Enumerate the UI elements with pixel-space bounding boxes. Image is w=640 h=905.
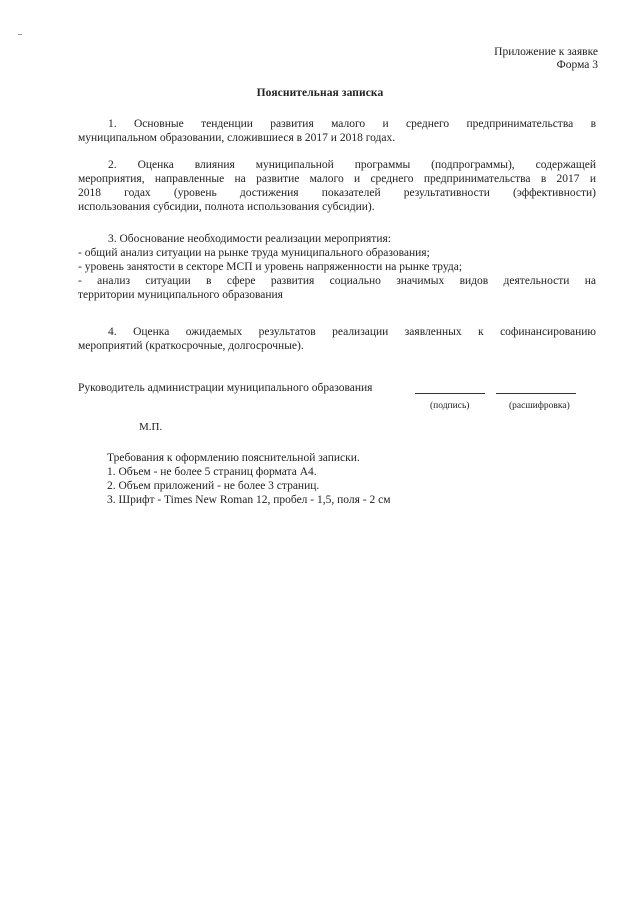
- form-number: Форма 3: [556, 59, 598, 71]
- paragraph-2: [78, 158, 596, 214]
- paragraph-line: 1. Основные тенденции развития малого и среднего предпринимательства в: [108, 118, 596, 130]
- scan-artifact: [18, 34, 22, 35]
- paragraph-4: [78, 325, 596, 353]
- paragraph-line: 2018 годах (уровень достижения показателей результативности (эффективности): [78, 187, 596, 199]
- paragraph-line: - общий анализ ситуации на рынке труда муниципального образования;: [78, 247, 430, 259]
- requirement-item: 3. Шрифт - Times New Roman 12, пробел - 1,5, поля - 2 см: [107, 494, 391, 506]
- paragraph-line: мероприятия, направленные на развитие малого и среднего предпринимательства в 2017 и: [78, 173, 596, 185]
- paragraph-line: мероприятий (краткосрочные, долгосрочные).: [78, 340, 304, 352]
- paragraph-line: 3. Обоснование необходимости реализации мероприятия:: [108, 233, 391, 245]
- paragraph-line: 4. Оценка ожидаемых результатов реализации заявленных к софинансированию: [108, 326, 596, 338]
- stamp-place: М.П.: [139, 421, 163, 433]
- paragraph-line: - уровень занятости в секторе МСП и уровень напряженности на рынке труда;: [78, 261, 463, 273]
- paragraph-line: территории муниципального образования: [78, 289, 283, 301]
- requirement-item: 2. Объем приложений - не более 3 страниц.: [107, 480, 320, 492]
- signature-line: [415, 393, 485, 394]
- requirements-heading: Требования к оформлению пояснительной записки.: [107, 452, 360, 464]
- paragraph-3: [78, 232, 596, 302]
- decoding-caption: (расшифровка): [509, 401, 570, 411]
- appendix-header: [494, 46, 598, 72]
- requirements-block: [107, 451, 567, 507]
- paragraph-line: - анализ ситуации в сфере развития социально значимых видов деятельности на: [78, 275, 596, 287]
- decoding-line: [496, 393, 576, 394]
- signature-label: Руководитель администрации муниципального образования: [78, 382, 373, 394]
- document-title: Пояснительная записка: [256, 87, 384, 99]
- paragraph-line: муниципальном образовании, сложившиеся в 2017 и 2018 годах.: [78, 132, 396, 144]
- paragraph-line: 2. Оценка влияния муниципальной программы (подпрограммы), содержащей: [108, 159, 596, 171]
- signature-caption: (подпись): [430, 401, 470, 411]
- requirement-item: 1. Объем - не более 5 страниц формата А4.: [107, 466, 317, 478]
- paragraph-line: использования субсидии, полнота использования субсидии).: [78, 201, 375, 213]
- paragraph-1: [78, 117, 596, 145]
- appendix-line: Приложение к заявке: [494, 46, 598, 58]
